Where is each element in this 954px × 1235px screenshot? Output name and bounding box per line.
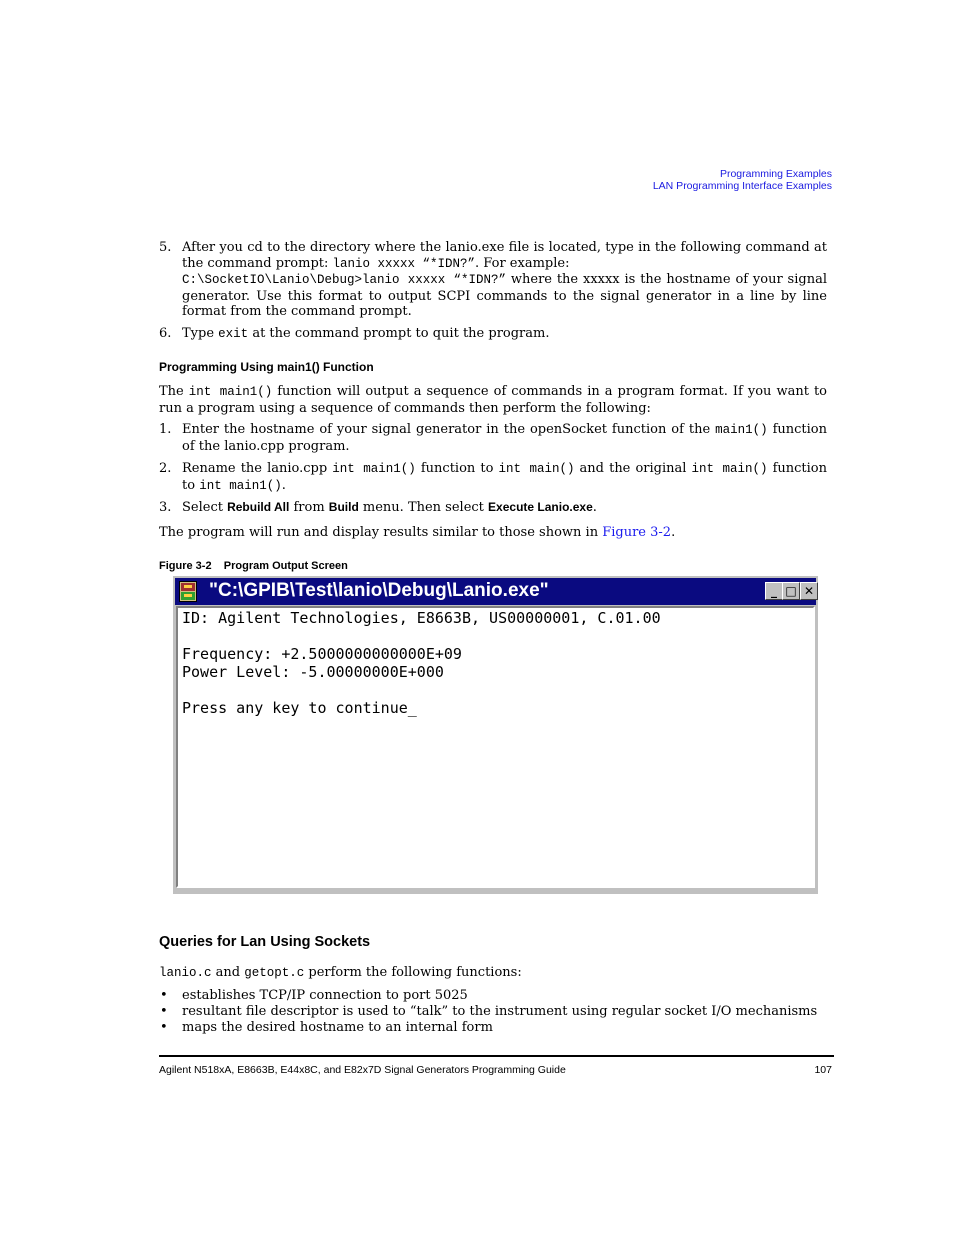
figure-caption: Figure 3-2 Program Output Screen [159, 560, 348, 572]
page-number: 107 [814, 1064, 832, 1076]
list-item-2-number: 2. [159, 461, 172, 476]
step-6-text: Type exit at the command prompt to quit the program. [182, 326, 550, 341]
footer-rule [159, 1055, 834, 1057]
section-heading-main1: Programming Using main1() Function [159, 360, 374, 374]
maximize-button[interactable]: □ [782, 582, 800, 600]
running-header-chapter: Programming Examples [719, 168, 832, 180]
ms-dos-icon [179, 581, 197, 602]
list-item-3-text: Select Rebuild All from Build menu. Then select Execute Lanio.exe. [182, 500, 597, 515]
console-line-prompt: Press any key to continue_ [182, 699, 417, 717]
step-5-text: After you cd to the directory where the lanio.exe file is located, type in the following command at the command prompt: lanio xxxxx “*IDN?”. For example: C:\SocketIO\Lanio\Debug>lanio xxxxx “*IDN?” where the xxxxx is the hostname of your signal generator. Use this format to output SCPI commands to the signal generator in a line by line format from the command prompt. [182, 240, 827, 319]
bullet-dot: • [160, 988, 168, 1003]
section-queries-intro: lanio.c and getopt.c perform the following functions: [159, 965, 522, 980]
console-line-id: ID: Agilent Technologies, E8663B, US00000001, C.01.00 [182, 609, 661, 627]
console-title-bar [175, 578, 816, 605]
bullet-dot: • [160, 1004, 168, 1019]
bullet-item: maps the desired hostname to an internal form [182, 1020, 493, 1035]
running-header-section: LAN Programming Interface Examples [652, 180, 832, 192]
console-line-power: Power Level: -5.00000000E+000 [182, 663, 444, 681]
console-line-frequency: Frequency: +2.5000000000000E+09 [182, 645, 462, 663]
list-item-3-number: 3. [159, 500, 172, 515]
list-item-1-text: Enter the hostname of your signal generator in the openSocket function of the main1() function of the lanio.cpp program. [182, 422, 827, 454]
console-title: "C:\GPIB\Test\lanio\Debug\Lanio.exe" [209, 580, 549, 601]
step-6-number: 6. [159, 326, 172, 341]
list-item-2-text: Rename the lanio.cpp int main1() function to int main() and the original int main() function to int main1(). [182, 461, 827, 493]
list-item-1-number: 1. [159, 422, 172, 437]
console-window [173, 576, 818, 894]
result-sentence: The program will run and display results similar to those shown in Figure 3-2. [159, 525, 676, 540]
bullet-item: resultant file descriptor is used to “talk” to the instrument using regular socket I/O mechanisms [182, 1004, 818, 1019]
console-output-area [176, 606, 815, 888]
step-5-number: 5. [159, 240, 172, 255]
bullet-item: establishes TCP/IP connection to port 5025 [182, 988, 468, 1003]
section-main1-intro: The int main1() function will output a sequence of commands in a program format. If you want to run a program using a sequence of commands then perform the following: [159, 384, 827, 416]
figure-link[interactable]: Figure 3-2 [602, 525, 672, 540]
close-button[interactable]: ✕ [800, 582, 818, 600]
footer-guide-title: Agilent N518xA, E8663B, E44x8C, and E82x7D Signal Generators Programming Guide [159, 1064, 566, 1076]
bullet-dot: • [160, 1020, 168, 1035]
minimize-button[interactable]: _ [765, 582, 783, 600]
section-heading-queries: Queries for Lan Using Sockets [159, 934, 371, 950]
